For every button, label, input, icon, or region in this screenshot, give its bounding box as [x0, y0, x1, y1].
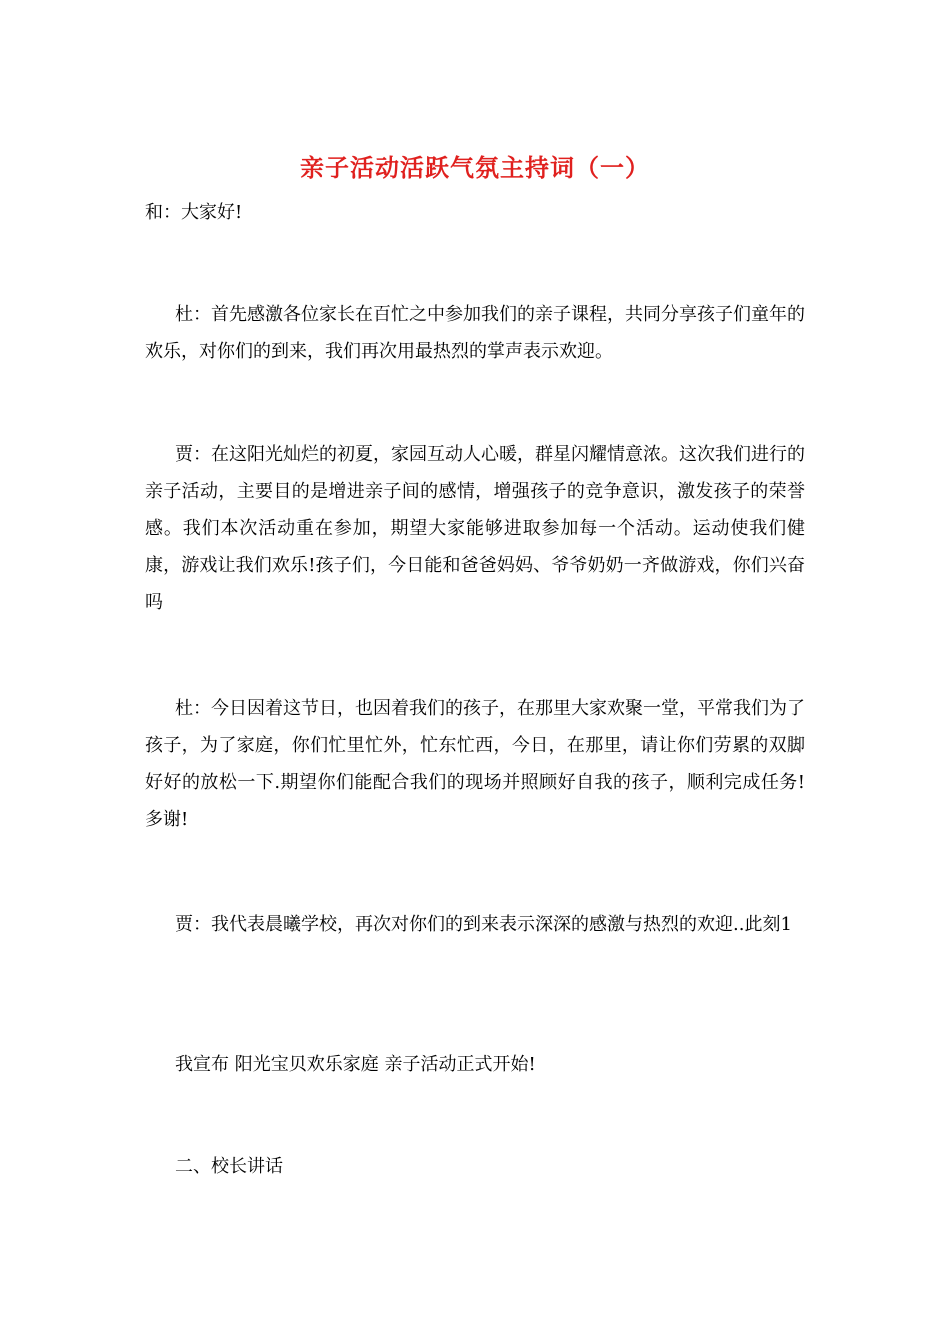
paragraph-du-relax: 杜：今日因着这节日，也因着我们的孩子，在那里大家欢聚一堂，平常我们为了孩子，为了家庭，你们忙里忙外，忙东忙西，今日，在那里，请让你们劳累的双脚好好的放松一下.期望你们能配合我们的现场并照顾好自我的孩子，顺利完成任务!多谢!	[145, 698, 805, 830]
document-title: 亲子活动活跃气氛主持词（一）	[300, 153, 650, 182]
greeting-line: 和：大家好!	[145, 202, 243, 223]
paragraph-jia-thanks: 贾：我代表晨曦学校，再次对你们的到来表示深深的感激与热烈的欢迎..此刻1	[175, 914, 792, 935]
paragraph-du-welcome: 杜：首先感激各位家长在百忙之中参加我们的亲子课程，共同分享孩子们童年的欢乐，对你们的到来，我们再次用最热烈的掌声表示欢迎。	[145, 304, 805, 362]
paragraph-jia-purpose: 贾：在这阳光灿烂的初夏，家园互动人心暖，群星闪耀情意浓。这次我们进行的亲子活动，主要目的是增进亲子间的感情，增强孩子的竞争意识，激发孩子的荣誉感。我们本次活动重在参加，期望大家能够进取参加每一个活动。运动使我们健康，游戏让我们欢乐!孩子们，今日能和爸爸妈妈、爷爷奶奶一齐做游戏，你们兴奋吗	[145, 444, 805, 613]
section-heading-principal-speech: 二、校长讲话	[175, 1156, 283, 1177]
paragraph-announcement: 我宣布 阳光宝贝欢乐家庭 亲子活动正式开始!	[175, 1054, 536, 1075]
